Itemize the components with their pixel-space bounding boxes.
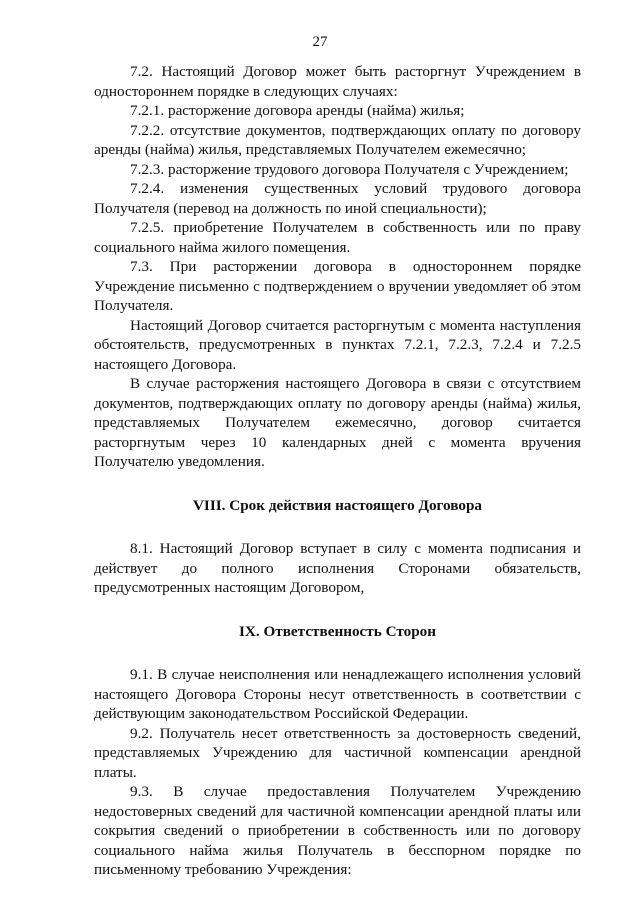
paragraph-termination-documents: В случае расторжения настоящего Договора в связи с отсутствием документов, подтверждающих оплату по договору аренды (найма) жилья, представляемых Получателем ежемесячно, договор считается расторгнутым через 10 календарных дней с момента вручения Получателю уведомления. xyxy=(94,375,581,470)
paragraph-9-2: 9.2. Получатель несет ответственность за достоверность сведений, представляемых Учреждению для частичной компенсации арендной платы. xyxy=(94,724,581,781)
paragraph-7-3: 7.3. При расторжении договора в одностороннем порядке Учреждение письменно с подтверждением о вручении уведомляет об этом Получателя. xyxy=(94,258,581,314)
paragraph-7-2-5: 7.2.5. приобретение Получателем в собственность или по праву социального найма жилого помещения. xyxy=(94,219,581,256)
section-9-heading: IX. Ответственность Сторон xyxy=(238,622,436,640)
document-body xyxy=(94,62,581,880)
paragraph-7-2: 7.2. Настоящий Договор может быть расторгнут Учреждением в одностороннем порядке в следующих случаях: xyxy=(94,63,581,100)
paragraph-termination-moment: Настоящий Договор считается расторгнутым с момента наступления обстоятельств, предусмотренных в пунктах 7.2.1, 7.2.3, 7.2.4 и 7.2.5 настоящего Договора. xyxy=(94,316,581,373)
paragraph-7-2-2: 7.2.2. отсутствие документов, подтверждающих оплату по договору аренды (найма) жилья, представляемых Получателем ежемесячно; xyxy=(94,121,581,158)
paragraph-9-1: 9.1. В случае неисполнения или ненадлежащего исполнения условий настоящего Договора Стороны несут ответственность в соответствии с действующим законодательством Российской Федерации. xyxy=(94,666,581,722)
page-number: 27 xyxy=(312,34,328,50)
paragraph-7-2-3: 7.2.3. расторжение трудового договора Получателя с Учреждением; xyxy=(130,160,569,178)
paragraph-7-2-4: 7.2.4. изменения существенных условий трудового договора Получателя (перевод на должность по иной специальности); xyxy=(94,180,581,217)
paragraph-8-1: 8.1. Настоящий Договор вступает в силу с момента подписания и действует до полного исполнения Сторонами обязательств, предусмотренных настоящим Договором, xyxy=(94,540,581,596)
paragraph-7-2-1: 7.2.1. расторжение договора аренды (найма) жилья; xyxy=(130,102,465,119)
section-8-heading: VIII. Срок действия настоящего Договора xyxy=(192,496,483,514)
paragraph-9-3: 9.3. В случае предоставления Получателем Учреждению недостоверных сведений для частичной компенсации арендной платы или сокрытия сведений о приобретении в собственность или по договору социального найма жилья Получатель в бесспорном порядке по письменному требованию Учреждения: xyxy=(94,783,581,878)
